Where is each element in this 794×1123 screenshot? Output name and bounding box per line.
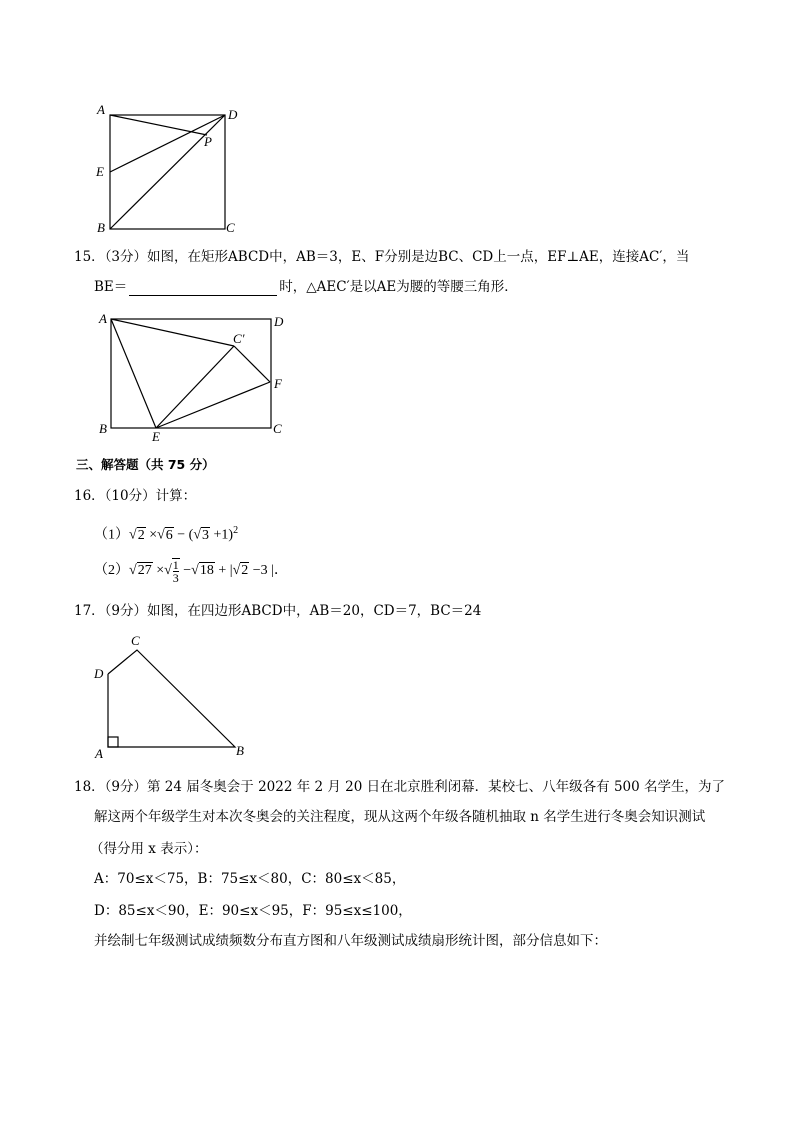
denominator: 3: [172, 571, 179, 585]
label-cprime: C′: [233, 331, 245, 346]
label-d: D: [274, 314, 284, 329]
label-a: A: [97, 102, 105, 117]
radicand: 2: [241, 563, 249, 579]
part1-label: （1）: [94, 527, 129, 543]
answer-blank[interactable]: [129, 281, 277, 296]
fraction: [172, 558, 180, 584]
q15-line1: [74, 248, 689, 266]
label-c: C: [226, 220, 235, 235]
q15-tail: 时，△AEC′是以AE为腰的等腰三角形．: [279, 279, 518, 295]
label-d: D: [94, 666, 104, 681]
q15-be: BE＝: [94, 279, 128, 295]
q18-line4: A：70≤x＜75，B：75≤x＜80，C：80≤x＜85，: [94, 871, 406, 887]
label-d: D: [228, 107, 238, 122]
q16-part1: $(1)√2 \times√6 - (√3 +1)^2$: [94, 525, 239, 543]
radicand: 6: [165, 527, 173, 543]
section-heading: 三、解答题（共 75 分）: [76, 457, 215, 472]
q18-line6: 并绘制七年级测试成绩频数分布直方图和八年级测试成绩扇形统计图，部分信息如下：: [94, 933, 607, 949]
q15-line2: [94, 278, 518, 296]
q17-text: 17．（9分）如图，在四边形ABCD中，AB＝20，CD＝7，BC＝24: [74, 603, 482, 619]
q15-score: （3分）: [104, 249, 148, 265]
label-f: F: [274, 376, 282, 391]
label-b: B: [236, 743, 244, 758]
label-p: P: [204, 134, 212, 149]
label-e: E: [152, 429, 160, 443]
part2-label: （2）: [94, 563, 129, 579]
q15-text: 如图，在矩形ABCD中，AB＝3，E、F分别是边BC、CD上一点，EF⊥AE，连接AC′，当: [147, 249, 690, 265]
q18-line2: 解这两个年级学生对本次冬奥会的关注程度，现从这两个年级各随机抽取 n 名学生进行冬奥会知识测试: [94, 809, 706, 825]
exponent: 2: [233, 525, 239, 536]
radicand: 2: [137, 527, 145, 543]
label-e: E: [96, 164, 104, 179]
radicand: 3: [202, 527, 210, 543]
label-a: A: [95, 746, 103, 760]
q15-number: 15．: [74, 249, 105, 265]
radicand: 18: [199, 563, 214, 579]
q18-line5: D：85≤x＜90，E：90≤x＜95，F：95≤x≤100，: [94, 903, 412, 919]
minus-three: −3 |．: [252, 563, 288, 579]
q16-part2: （2）√27 ×√ $\frac{1}{3}$ −√18 + |√2 −3 |．: [94, 558, 288, 585]
label-a: A: [99, 311, 107, 326]
q18-line3: （得分用 x 表示）：: [90, 841, 208, 857]
label-c: C: [273, 421, 282, 436]
q18-line1: 18．（9分）第 24 届冬奥会于 2022 年 2 月 20 日在北京胜利闭幕．某校七、八年级各有 500 名学生，为了: [74, 779, 725, 795]
figure-square-p: [90, 100, 250, 235]
radicand: 27: [137, 563, 152, 579]
label-b: B: [99, 421, 107, 436]
figure-rectangle-fold: [92, 308, 297, 443]
figure-quadrilateral: [90, 630, 255, 760]
numerator: 1: [172, 558, 179, 572]
label-b: B: [97, 220, 105, 235]
label-c: C: [131, 633, 140, 648]
q16-heading: 16．（10分）计算：: [74, 488, 197, 504]
plus-one: +1): [213, 527, 234, 543]
